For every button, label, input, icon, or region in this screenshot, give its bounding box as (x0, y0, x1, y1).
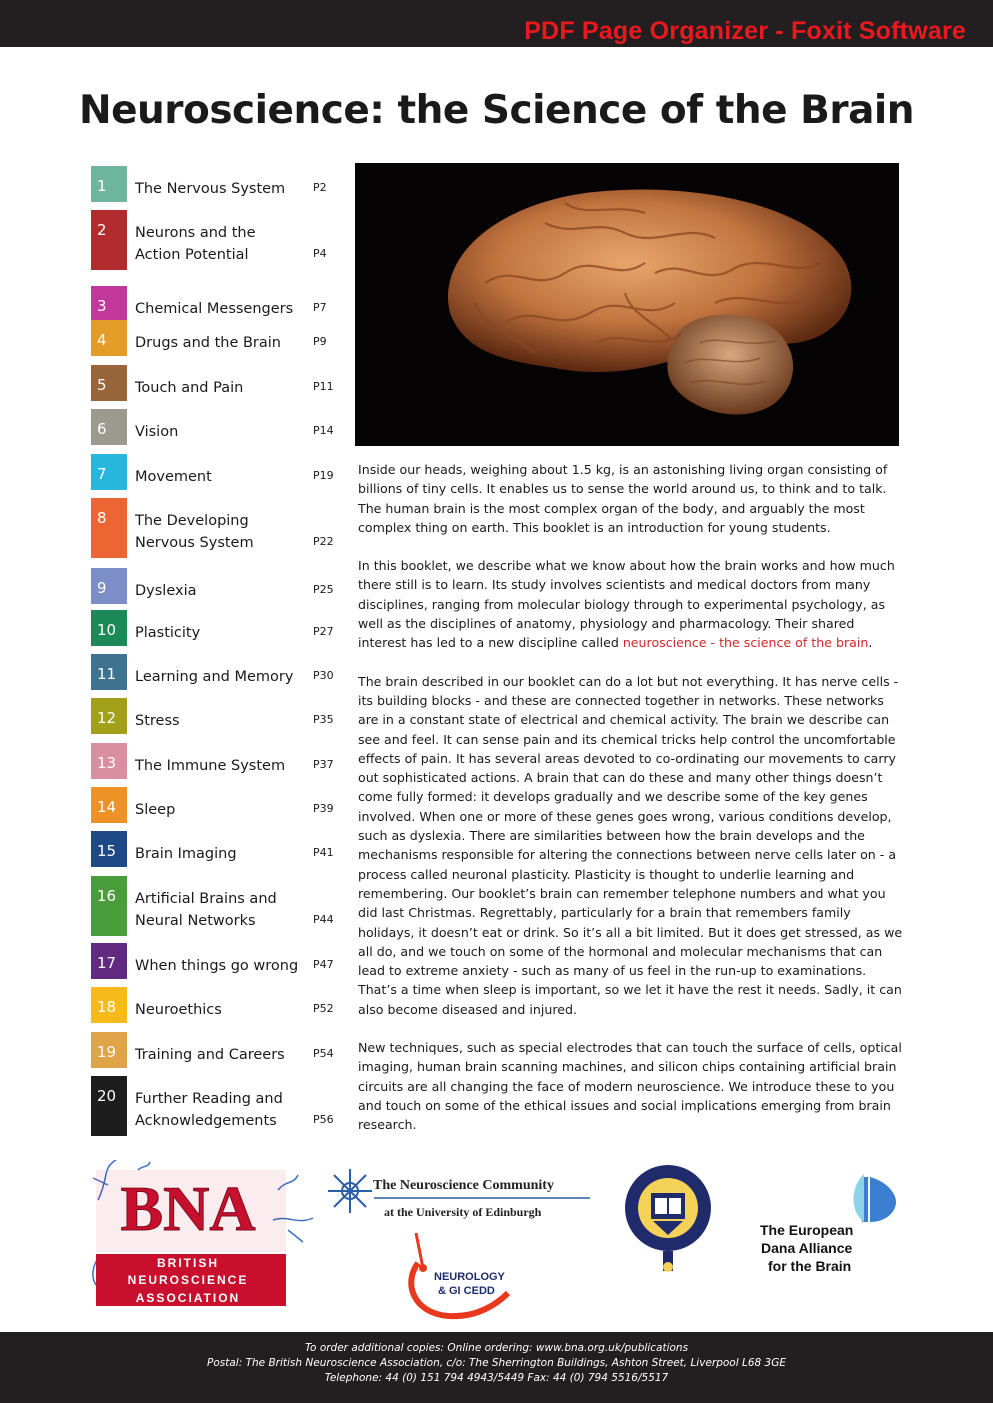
toc-item[interactable] (91, 743, 351, 779)
toc-label: Neuroethics (135, 1002, 222, 1018)
toc-item[interactable] (91, 320, 351, 356)
edinburgh-logo (318, 1165, 593, 1225)
toc-item[interactable] (91, 498, 351, 558)
toc-page-number: P14 (313, 424, 334, 437)
toc-number-box: 3 (91, 286, 127, 322)
svg-text:BRITISH: BRITISH (157, 1256, 219, 1270)
toc-label: Sleep (135, 802, 176, 818)
dana-alliance-logo (758, 1172, 903, 1277)
toc-number-box: 11 (91, 654, 127, 690)
toc-number-box: 19 (91, 1032, 127, 1068)
toc-page-number: P4 (313, 247, 327, 260)
toc-number-box: 4 (91, 320, 127, 356)
toc-label: Dyslexia (135, 583, 197, 599)
toc-label: The Immune System (135, 758, 286, 774)
toc-page-number: P9 (313, 335, 327, 348)
toc-label: Movement (135, 469, 212, 485)
toc-item[interactable] (91, 409, 351, 445)
toc-page-number: P37 (313, 758, 334, 771)
paragraph-4: New techniques, such as special electrodes that can touch the surface of cells, optical imaging, human brain scanning machines, and silicon chips containing artificial brain circuits are all changing the face of modern neuroscience. We introduce these to you and touch on some of the ethical issues and social implications emerging from brain research. (358, 1040, 902, 1133)
toc-number-box: 1 (91, 166, 127, 202)
toc-number-box: 16 (91, 876, 127, 936)
toc-number-box: 6 (91, 409, 127, 445)
paragraph-3: The brain described in our booklet can do a lot but not everything. It has nerve cells - its building blocks - and these are connected together in networks. These networks are in a constant state of electrical and chemical activity. The brain we describe can see and feel. It can sense pain and its chemical tricks help control the uncomfortable effects of pain. It has several areas devoted to co-ordinating our movements to carry out sophisticated actions. A brain that can do these and many other things doesn’t come fully formed: it develops gradually and we describe some of the key genes involved. When one or more of these genes goes wrong, various conditions develop, such as dyslexia. There are similarities between how the brain develops and the mechanisms responsible for altering the connections between nerve cells later on - a process called neuronal plasticity. Plasticity is thought to underlie learning and remembering. Our booklet’s brain can remember telephone numbers and what you did last Christmas. Regrettably, particularly for a brain that remembers family holidays, it doesn’t eat or drink. So it’s all a bit limited. But it does get stressed, as we all do, and we touch on some of the hormonal and molecular mechanisms that can lead to extreme anxiety - such as many of us feel in the run-up to examinations. That’s a time when sleep is important, so we let it have the rest it needs. Sadly, it can also become diseased and injured. (358, 673, 903, 1017)
toc-number-box: 14 (91, 787, 127, 823)
toc-item[interactable] (91, 365, 351, 401)
toc-page-number: P30 (313, 669, 334, 682)
toc-page-number: P56 (313, 1113, 334, 1126)
toc-label: Touch and Pain (135, 380, 244, 396)
toc-item[interactable] (91, 943, 351, 979)
toc-page-number: P39 (313, 802, 334, 815)
toc-item[interactable] (91, 454, 351, 490)
toc-page-number: P44 (313, 913, 334, 926)
toc-label: The Developing Nervous System (135, 513, 254, 551)
toc-item[interactable] (91, 987, 351, 1023)
neurology-gi-cedd-logo (398, 1228, 513, 1323)
toc-label: Vision (135, 424, 179, 440)
toc-page-number: P35 (313, 713, 334, 726)
toc-label: Artificial Brains and Neural Networks (135, 891, 277, 929)
toc-label: Training and Careers (135, 1047, 285, 1063)
toc-number-box: 2 (91, 210, 127, 270)
footer-line-3: Telephone: 44 (0) 151 794 4943/5449 Fax: 44 (0) 794 5516/5517 (324, 1372, 669, 1384)
toc-item[interactable] (91, 787, 351, 823)
toc-item[interactable] (91, 876, 351, 936)
svg-text:NEUROSCIENCE: NEUROSCIENCE (127, 1273, 249, 1287)
paragraph-1: Inside our heads, weighing about 1.5 kg, is an astonishing living organ consisting of billions of tiny cells. It enables us to sense the world around us, to think and to talk. The human brain is the most complex organ of the body, and arguably the most complex thing on earth. This booklet is an introduction for young students. (358, 462, 888, 535)
toc-item[interactable] (91, 831, 351, 867)
toc-label: Brain Imaging (135, 846, 237, 862)
toc-label: Chemical Messengers (135, 301, 294, 317)
toc-number-box: 9 (91, 568, 127, 604)
dana-line-1: The European (760, 1222, 854, 1238)
footer-line-1: To order additional copies: Online ordering: www.bna.org.uk/publications (304, 1342, 689, 1354)
toc-item[interactable] (91, 654, 351, 690)
toc-number-box: 7 (91, 454, 127, 490)
toc-number-box: 17 (91, 943, 127, 979)
toc-number-box: 15 (91, 831, 127, 867)
toc-number-box: 12 (91, 698, 127, 734)
bna-logo (88, 1160, 318, 1310)
toc-page-number: P25 (313, 583, 334, 596)
toc-page-number: P7 (313, 301, 327, 314)
bna-letters: BNA (120, 1173, 256, 1244)
svg-text:The Neuroscience Community: The Neuroscience Community (373, 1178, 554, 1193)
toc-label: Further Reading and Acknowledgements (135, 1091, 283, 1129)
toc-page-number: P2 (313, 181, 327, 194)
toc-item[interactable] (91, 166, 351, 202)
watermark-text: PDF Page Organizer - Foxit Software (524, 17, 966, 45)
toc-label: Learning and Memory (135, 669, 294, 685)
svg-text:ASSOCIATION: ASSOCIATION (135, 1291, 241, 1305)
footer (0, 1332, 993, 1403)
footer-line-2: Postal: The British Neuroscience Association, c/o: The Sherrington Buildings, Ashton Street, Liverpool L68 3GE (207, 1357, 786, 1369)
dana-line-3: for the Brain (768, 1258, 852, 1274)
toc-page-number: P19 (313, 469, 334, 482)
toc-item[interactable] (91, 610, 351, 646)
toc-label: Stress (135, 713, 180, 729)
svg-text:& GI CEDD: & GI CEDD (438, 1285, 495, 1297)
toc-item[interactable] (91, 210, 351, 270)
toc-item[interactable] (91, 1076, 351, 1136)
toc-item[interactable] (91, 286, 351, 322)
top-bar (0, 0, 993, 47)
toc-page-number: P47 (313, 958, 334, 971)
toc-label: Drugs and the Brain (135, 335, 281, 351)
brain-photo (355, 163, 899, 446)
toc-page-number: P11 (313, 380, 334, 393)
toc-number-box: 20 (91, 1076, 127, 1136)
intro-text (358, 460, 903, 1154)
toc-page-number: P27 (313, 625, 334, 638)
toc-label: When things go wrong (135, 958, 299, 974)
toc-item[interactable] (91, 568, 351, 604)
toc-label: Plasticity (135, 625, 201, 641)
brain-image (355, 163, 899, 446)
highlight-neuroscience: neuroscience - the science of the brain (622, 635, 869, 651)
toc-number-box: 18 (91, 987, 127, 1023)
toc-page-number: P54 (313, 1047, 334, 1060)
svg-text:at the University of Edinburgh: at the University of Edinburgh (384, 1205, 542, 1219)
svg-text:NEUROLOGY: NEUROLOGY (434, 1271, 505, 1283)
toc-number-box: 8 (91, 498, 127, 558)
toc-number-box: 10 (91, 610, 127, 646)
paragraph-2: In this booklet, we describe what we know about how the brain works and how much there still is to learn. Its study involves scientists and medical doctors from many disciplines, ranging from molecular biology through to experimental psychology, as well as the disciplines of anatomy, physiology and pharmacology. Their shared interest has led to a new discipline called neuroscience - the science of the brain. (358, 558, 895, 651)
dana-line-2: Dana Alliance (761, 1240, 853, 1256)
toc-label: The Nervous System (135, 181, 286, 197)
toc-item[interactable] (91, 1032, 351, 1068)
page-title: Neuroscience: the Science of the Brain (78, 88, 915, 133)
toc-page-number: P22 (313, 535, 334, 548)
toc-label: Neurons and the Action Potential (135, 225, 256, 263)
toc-number-box: 5 (91, 365, 127, 401)
toc-page-number: P41 (313, 846, 334, 859)
toc-page-number: P52 (313, 1002, 334, 1015)
oxford-university-seal (623, 1163, 713, 1273)
toc-number-box: 13 (91, 743, 127, 779)
toc-item[interactable] (91, 698, 351, 734)
